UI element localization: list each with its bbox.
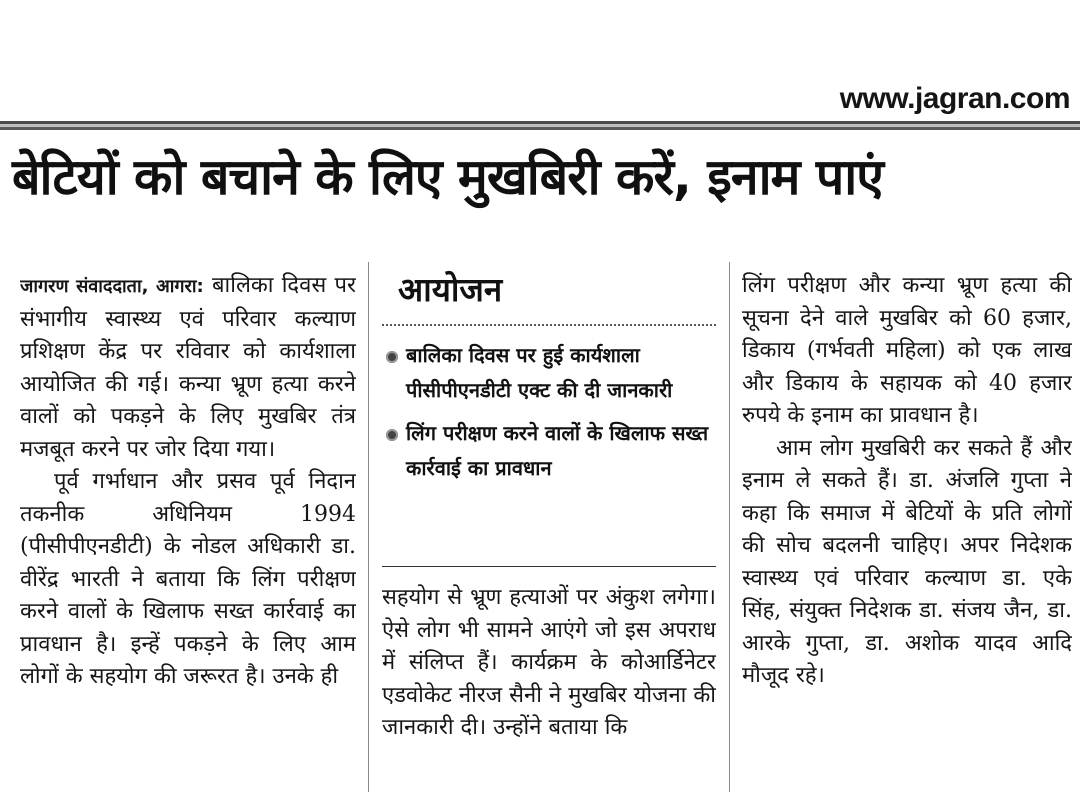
bullet-item — [382, 338, 716, 408]
paragraph: लिंग परीक्षण और कन्या भ्रूण हत्या की सूचना देने वाले मुखबिर को 60 हजार, डिकाय (गर्भवती महिला) को एक लाख और डिकाय के सहायक को 40 हजार रुपये के इनाम का प्रावधान है। — [742, 273, 1072, 428]
column-divider — [368, 262, 369, 792]
bullet-text: बालिका दिवस पर हुई कार्यशाला पीसीपीएनडीटी एक्ट की दी जानकारी — [406, 343, 673, 402]
article-column-2 — [382, 582, 716, 792]
highlight-box — [382, 266, 716, 566]
bullet-dot-icon — [386, 429, 398, 441]
box-title: आयोजन — [398, 270, 503, 309]
dotted-divider — [382, 324, 716, 326]
article-column-3 — [742, 270, 1072, 792]
box-bottom-rule — [382, 566, 716, 567]
header-rule — [0, 121, 1080, 130]
site-url: www.jagran.com — [839, 82, 1070, 115]
paragraph-text: बालिका दिवस पर संभागीय स्वास्थ्य एवं परिवार कल्याण प्रशिक्षण केंद्र पर रविवार को कार्यशाला आयोजित की गई। कन्या भ्रूण हत्या करने वालों को पकड़ने के लिए मुखबिर तंत्र मजबूत करने पर जोर दिया गया। — [20, 273, 356, 462]
paragraph: आम लोग मुखबिरी कर सकते हैं और इनाम ले सकते हैं। डा. अंजलि गुप्ता ने कहा कि समाज में बेटियों के प्रति लोगों की सोच बदलनी चाहिए। अपर निदेशक स्वास्थ्य एवं परिवार कल्याण डा. एके सिंह, संयुक्त निदेशक डा. संजय जैन, डा. आरके गुप्ता, डा. अशोक यादव आदि मौजूद रहे। — [742, 435, 1072, 688]
bullet-dot-icon — [386, 351, 398, 363]
byline: जागरण संवाददाता, आगरा: — [20, 276, 204, 297]
article-column-1 — [20, 270, 356, 792]
paragraph: पूर्व गर्भाधान और प्रसव पूर्व निदान तकनीक अधिनियम 1994 (पीसीपीएनडीटी) के नोडल अधिकारी डा. वीरेंद्र भारती ने बताया कि लिंग परीक्षण करने वालों के खिलाफ सख्त कार्रवाई का प्रावधान है। इन्हें पकड़ने के लिए आम लोगों के सहयोग की जरूरत है। उनके ही — [20, 469, 356, 689]
column-divider — [729, 262, 730, 792]
bullet-text: लिंग परीक्षण करने वालों के खिलाफ सख्त कार्रवाई का प्रावधान — [406, 421, 709, 480]
headline: बेटियों को बचाने के लिए मुखबिरी करें, इनाम पाएं — [12, 148, 883, 206]
paragraph — [20, 270, 356, 466]
paragraph: सहयोग से भ्रूण हत्याओं पर अंकुश लगेगा। ऐसे लोग भी सामने आएंगे जो इस अपराध में संलिप्त हैं। कार्यक्रम के कोआर्डिनेटर एडवोकेट नीरज सैनी ने मुखबिर योजना की जानकारी दी। उन्होंने बताया कि — [382, 585, 716, 740]
bullet-item — [382, 416, 716, 486]
